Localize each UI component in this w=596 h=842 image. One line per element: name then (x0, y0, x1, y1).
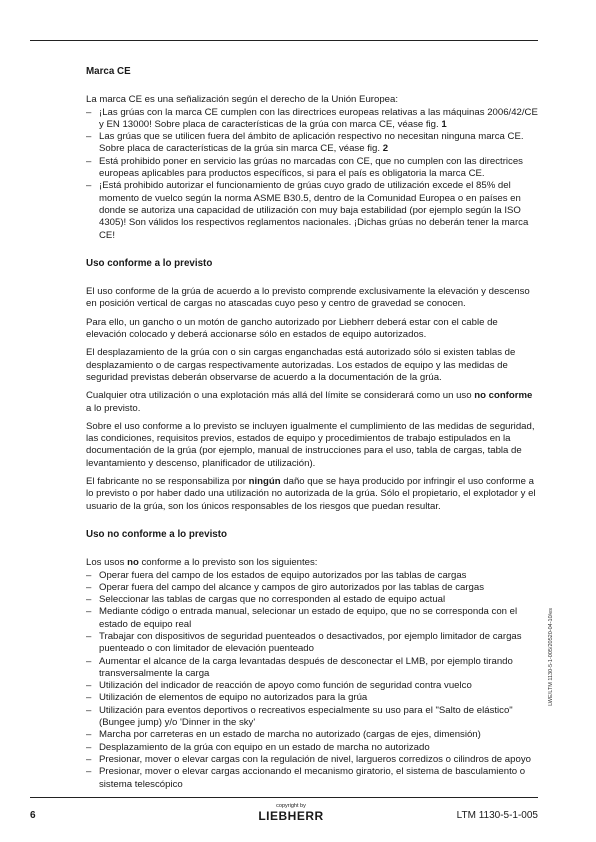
non-intended-list (86, 570, 538, 791)
list-item: – Las grúas que se utilicen fuera del ámbito de aplicación respectivo no necesitan ninguna marca CE. Sobre placa de características de la grúa sin marca CE, véase fig. 2 (86, 131, 538, 156)
list-item: – Presionar, mover o elevar cargas accionando el mecanismo giratorio, el sistema de basculamiento o sistema telescópico (86, 766, 538, 791)
side-document-code: LWE/LTM 1130-5-1-005/20520-04-10/es (548, 608, 554, 706)
document-reference: LTM 1130-5-1-005 (456, 810, 538, 821)
paragraph: Para ello, un gancho o un motón de gancho autorizado por Liebherr deberá estar con el cable de elevación colocado y deberá accionarse sólo en estados de equipo autorizados. (86, 316, 498, 341)
ce-intro: La marca CE es una señalización según el derecho de la Unión Europea: (86, 94, 398, 106)
brand-logo (252, 803, 330, 822)
list-item: – Seleccionar las tablas de cargas que no corresponden al estado de equipo actual (86, 594, 538, 606)
list-item: – Presionar, mover o elevar cargas con la regulación de nivel, largueros corredizos o cilindros de apoyo (86, 754, 538, 766)
list-item: – Utilización del indicador de reacción de apoyo como función de seguridad contra vuelco (86, 680, 538, 692)
list-item: – ¡Las grúas con la marca CE cumplen con las directrices europeas relativas a las máquinas 2006/42/CE y EN 13000! Sobre placa de características de la grúa con marca CE, véase fig. 1 (86, 107, 538, 132)
ce-list (86, 107, 538, 242)
header-rule (30, 40, 538, 41)
section-intended-use (86, 258, 538, 513)
section-ce-mark (86, 66, 538, 242)
heading-ce-mark: Marca CE (86, 66, 131, 77)
list-item: – Mediante código o entrada manual, selecionar un estado de equipo, que no se corresponda con el estado de equipo real (86, 606, 538, 631)
paragraph: El fabricante no se responsabiliza por ningún daño que se haya producido por infringir el uso conforme a lo previsto o por haber dado una utilización no autorizada de la grúa. Sólo el propietario, el explotador y el usuario de la grúa, son los únicos responsables de los riesgos que puedan resultar. (86, 476, 536, 512)
page-content (86, 66, 538, 791)
list-item: – Trabajar con dispositivos de seguridad puenteados o desactivados, por ejemplo limitador de cargas puenteado o con limitador de elevación puenteado (86, 631, 538, 656)
list-item: – Operar fuera del campo del alcance y campos de giro autorizados por las tablas de cargas (86, 582, 538, 594)
list-item: – Está prohibido poner en servicio las grúas no marcadas con CE, que no cumplen con las directrices europeas aplicables para productos específicos, si para el país es obligatoria la marca CE. (86, 156, 538, 181)
list-item: – Desplazamiento de la grúa con equipo en un estado de marcha no autorizado (86, 742, 538, 754)
heading-intended-use: Uso conforme a lo previsto (86, 257, 213, 269)
list-item: – Operar fuera del campo de los estados de equipo autorizados por las tablas de cargas (86, 570, 538, 582)
list-item: – ¡Está prohibido autorizar el funcionamiento de grúas cuyo grado de utilización excede el 85% del momento de vuelco según la norma ASME B30.5, dentro de la Comunidad Europea o en países en donde se autoriza una capacidad de utilización con muy baja estabilidad (por ejemplo según la ISO 4305)! Son válidos los respectivos reglamentos nacionales. ¡Dichas grúas no deberán tener la marca CE! (86, 180, 538, 241)
footer-rule (30, 797, 538, 798)
paragraph: Sobre el uso conforme a lo previsto se incluyen igualmente el cumplimiento de las medidas de seguridad, las condiciones, requisitos previos, estados de equipo y procedimientos de trabajo estipulados en la documentación de la grúa (por ejemplo, manual de instrucciones para el uso, tabla de cargas, tabla de levantamiento y descenso, planificador de utilización). (86, 420, 535, 469)
list-item: – Marcha por carreteras en un estado de marcha no autorizado (cargas de ejes, dimensión) (86, 729, 538, 741)
list-item: – Utilización para eventos deportivos o recreativos especialmente su uso para el "Salto de elástico" (Bungee jump) y/o 'Dinner in the sky' (86, 705, 538, 730)
non-intended-intro: Los usos no conforme a lo previsto son los siguientes: (86, 557, 318, 569)
brand-name: LIEBHERR (258, 809, 324, 823)
paragraph: El desplazamiento de la grúa con o sin cargas enganchadas está autorizado sólo si existen tablas de desplazamiento o de cargas respectivamente autorizadas. Los estados de equipo y las medidas de seguridad previstas deberán observarse de acuerdo a la documentación de la grúa. (86, 347, 516, 383)
paragraph: Cualquier otra utilización o una explotación más allá del límite se considerará como un uso no conforme a lo previsto. (86, 390, 533, 414)
list-item: – Aumentar el alcance de la carga levantadas después de desconectar el LMB, por ejemplo tirando transversalmente la carga (86, 656, 538, 681)
page-number: 6 (30, 810, 36, 821)
list-item: – Utilización de elementos de equipo no autorizados para la grúa (86, 692, 538, 704)
heading-non-intended-use: Uso no conforme a lo previsto (86, 528, 227, 540)
copyright-note: copyright by (276, 803, 306, 809)
paragraph: El uso conforme de la grúa de acuerdo a lo previsto comprende exclusivamente la elevación y descenso en posición vertical de cargas no atascadas cuyo peso y centro de gravedad se conocen. (86, 286, 530, 310)
section-non-intended-use (86, 529, 538, 791)
